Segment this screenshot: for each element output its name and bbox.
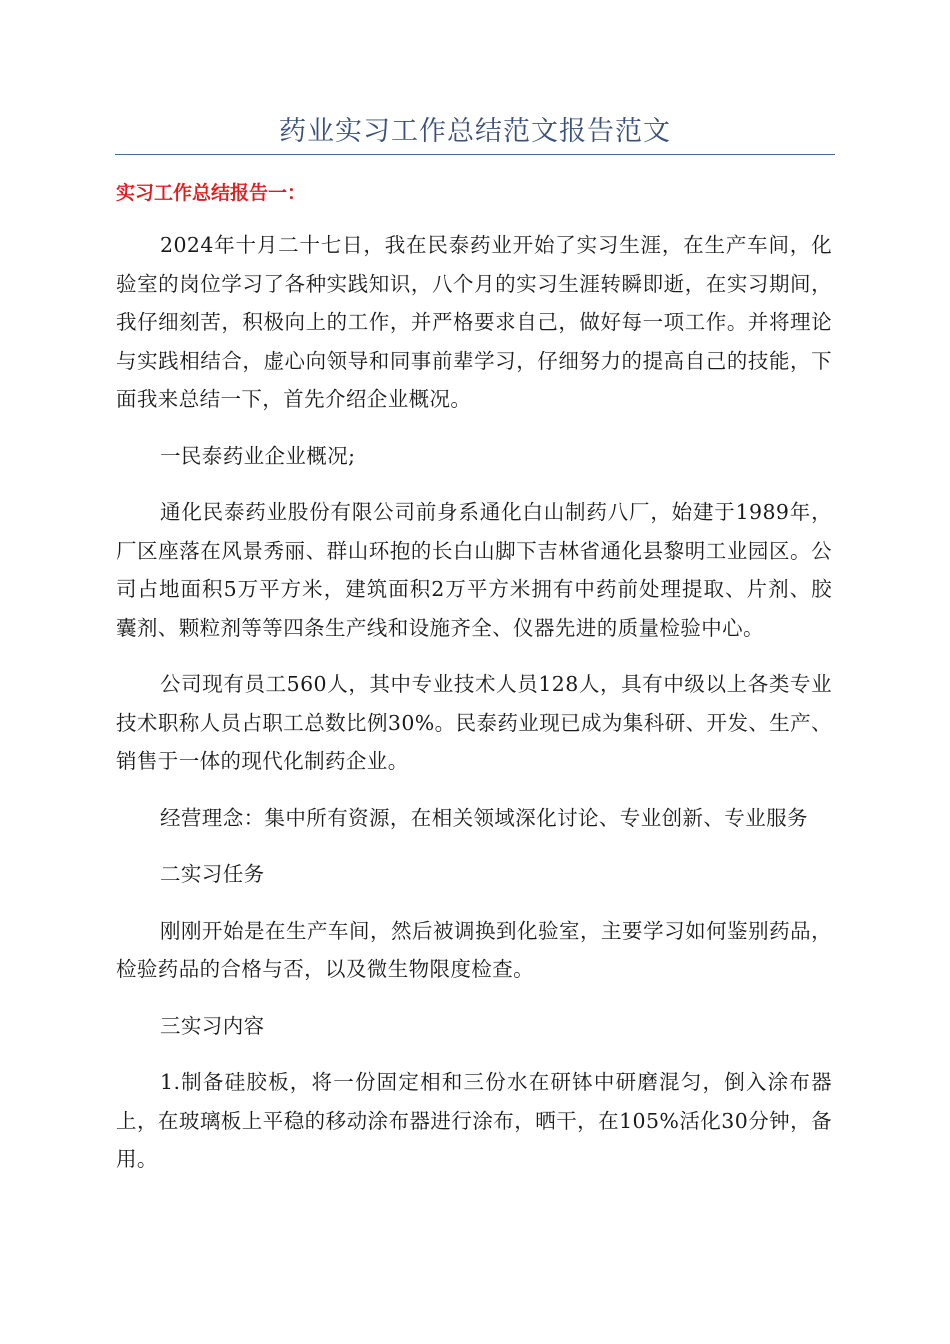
paragraph-intro: 2024年十月二十七日，我在民泰药业开始了实习生涯，在生产车间，化验室的岗位学习了各种实践知识，八个月的实习生涯转瞬即逝，在实习期间，我仔细刻苦，积极向上的工作，并严格要求自己，做好每一项工作。并将理论与实践相结合，虚心向领导和同事前辈学习，仔细努力的提高自己的技能，下面我来总结一下，首先介绍企业概况。 [116,233,832,411]
paragraph-content-step-1: 1.制备硅胶板，将一份固定相和三份水在研钵中研磨混匀，倒入涂布器上，在玻璃板上平稳的移动涂布器进行涂布，晒干，在105%活化30分钟，备用。 [116,1070,832,1171]
paragraph-company-overview-heading: 一民泰药业企业概况; [160,443,356,468]
title-underline [115,154,835,155]
paragraph-company-history: 通化民泰药业股份有限公司前身系通化白山制药八厂，始建于1989年，厂区座落在风景秀丽、群山环抱的长白山脚下吉林省通化县黎明工业园区。公司占地面积5万平方米，建筑面积2万平方米拥有中药前处理提取、片剂、胶囊剂、颗粒剂等等四条生产线和设施齐全、仪器先进的质量检验中心。 [116,500,832,640]
paragraph-business-philosophy: 经营理念：集中所有资源，在相关领域深化讨论、专业创新、专业服务 [160,805,808,830]
paragraph-task: 刚刚开始是在生产车间，然后被调换到化验室，主要学习如何鉴别药品，检验药品的合格与否，以及微生物限度检查。 [116,918,832,981]
paragraph-staff: 公司现有员工560人，其中专业技术人员128人，具有中级以上各类专业技术职称人员占职工总数比例30%。民泰药业现已成为集科研、开发、生产、销售于一体的现代化制药企业。 [116,672,832,773]
document-title: 药业实习工作总结范文报告范文 [279,116,671,147]
paragraph-content-heading: 三实习内容 [160,1013,265,1038]
document-body [116,226,832,1197]
paragraph-task-heading: 二实习任务 [160,862,265,886]
section-heading: 实习工作总结报告一： [116,182,307,204]
